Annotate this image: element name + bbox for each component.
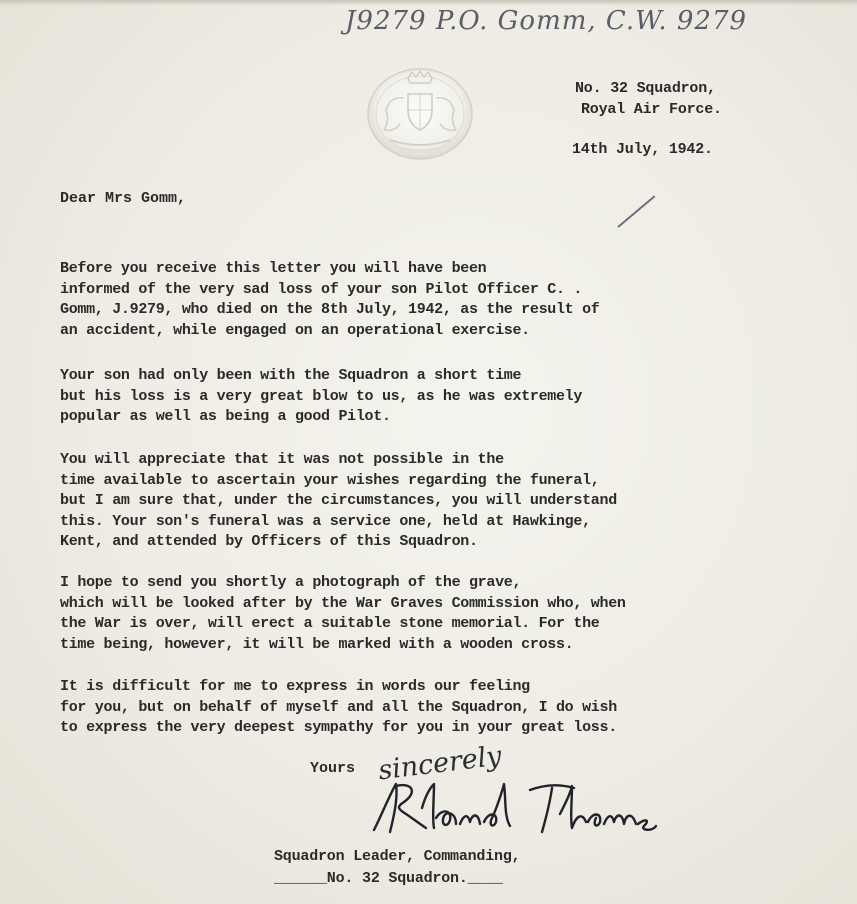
address-line-unit: No. 32 Squadron, — [575, 80, 716, 97]
paragraph-son-tribute — [60, 366, 582, 428]
royal-coat-of-arms-embossed-icon — [364, 64, 476, 162]
paragraph-funeral — [60, 450, 617, 553]
paragraph-line: but his loss is a very great blow to us, as he was extremely — [60, 387, 583, 405]
paragraph-loss-notification — [60, 259, 600, 341]
paragraph-line: Kent, and attended by Officers of this Squadron. — [60, 533, 478, 550]
closing-typed: Yours — [310, 760, 356, 777]
paragraph-grave — [60, 573, 626, 655]
paragraph-line: the War is over, will erect a suitable stone memorial. For the — [60, 615, 600, 632]
paragraph-line: Before you receive this letter you will have been — [60, 260, 487, 277]
address-line-service: Royal Air Force. — [581, 101, 722, 118]
handwritten-reference: J9279 P.O. Gomm, C.W. 9279 — [345, 6, 748, 36]
paragraph-line: but I am sure that, under the circumstances, you will understand — [60, 492, 617, 509]
paragraph-sympathy — [60, 677, 617, 739]
paragraph-line: which will be looked after by the War Graves Commission who, when — [60, 594, 626, 612]
signatory-title: Squadron Leader, Commanding, — [274, 848, 521, 865]
paragraph-line: this. Your son's funeral was a service one, held at Hawkinge, — [60, 512, 591, 530]
paragraph-line: time being, however, it will be marked with a wooden cross. — [60, 635, 574, 653]
paragraph-line: an accident, while engaged on an operational exercise. — [60, 321, 530, 339]
sender-address — [575, 78, 722, 120]
paragraph-line: for you, but on behalf of myself and all the Squadron, I do wish — [60, 698, 617, 716]
paragraph-line: to express the very deepest sympathy for you in your great loss. — [60, 719, 617, 736]
handwritten-signature — [360, 778, 660, 840]
paragraph-line: informed of the very sad loss of your son Pilot Officer C. . — [60, 280, 583, 298]
paragraph-line: I hope to send you shortly a photograph of the grave, — [60, 574, 522, 591]
letter-date: 14th July, 1942. — [572, 141, 713, 158]
stray-pen-mark — [617, 195, 655, 227]
paragraph-line: popular as well as being a good Pilot. — [60, 408, 391, 425]
paragraph-line: time available to ascertain your wishes regarding the funeral, — [60, 471, 600, 489]
paragraph-line: Gomm, J.9279, who died on the 8th July, 1942, as the result of — [60, 301, 600, 318]
salutation: Dear Mrs Gomm, — [60, 190, 187, 207]
paragraph-line: Your son had only been with the Squadron a short time — [60, 367, 522, 384]
paragraph-line: It is difficult for me to express in words our feeling — [60, 678, 530, 695]
paragraph-line: You will appreciate that it was not possible in the — [60, 451, 504, 468]
closing-handwritten: sincerely — [376, 740, 504, 787]
signatory-unit: ______No. 32 Squadron.____ — [274, 870, 503, 887]
